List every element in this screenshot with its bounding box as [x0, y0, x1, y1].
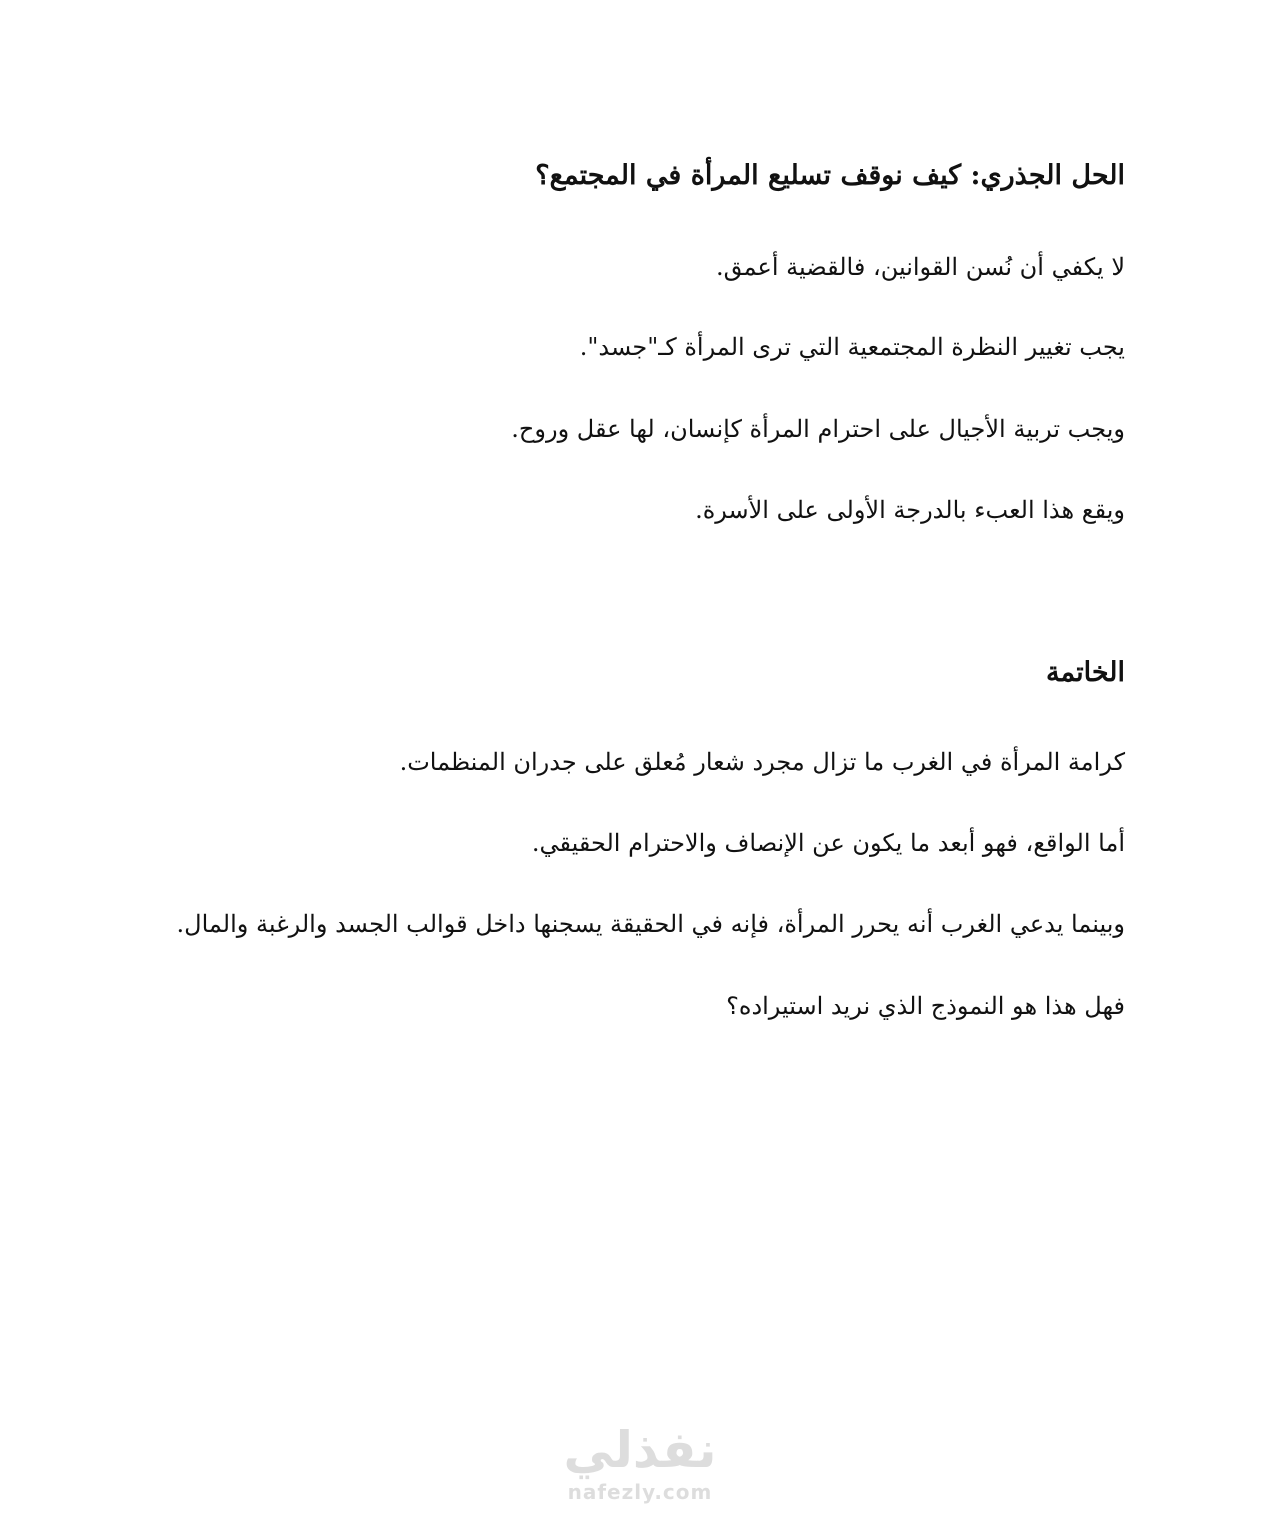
paragraph: أما الواقع، فهو أبعد ما يكون عن الإنصاف والاحترام الحقيقي. — [531, 829, 1125, 857]
paragraph: ويجب تربية الأجيال على احترام المرأة كإنسان، لها عقل وروح. — [511, 415, 1125, 443]
paragraph: ويقع هذا العبء بالدرجة الأولى على الأسرة. — [695, 496, 1125, 524]
paragraph: لا يكفي أن نُسن القوانين، فالقضية أعمق. — [716, 253, 1125, 281]
nafezly-watermark — [540, 1420, 740, 1520]
paragraph: يجب تغيير النظرة المجتمعية التي ترى المرأة كـ"جسد". — [579, 333, 1125, 361]
watermark-url-text: nafezly.com — [567, 1480, 713, 1504]
paragraph: كرامة المرأة في الغرب ما تزال مجرد شعار مُعلق على جدران المنظمات. — [399, 748, 1125, 776]
paragraph: وبينما يدعي الغرب أنه يحرر المرأة، فإنه في الحقيقة يسجنها داخل قوالب الجسد والرغبة والمال. — [176, 910, 1125, 938]
section-heading-conclusion: الخاتمة — [1046, 657, 1125, 688]
watermark-arabic-text: نفذلي — [563, 1421, 717, 1479]
section-heading-radical-solution: الحل الجذري: كيف نوقف تسليع المرأة في المجتمع؟ — [535, 160, 1125, 191]
paragraph: فهل هذا هو النموذج الذي نريد استيراده؟ — [726, 992, 1125, 1020]
